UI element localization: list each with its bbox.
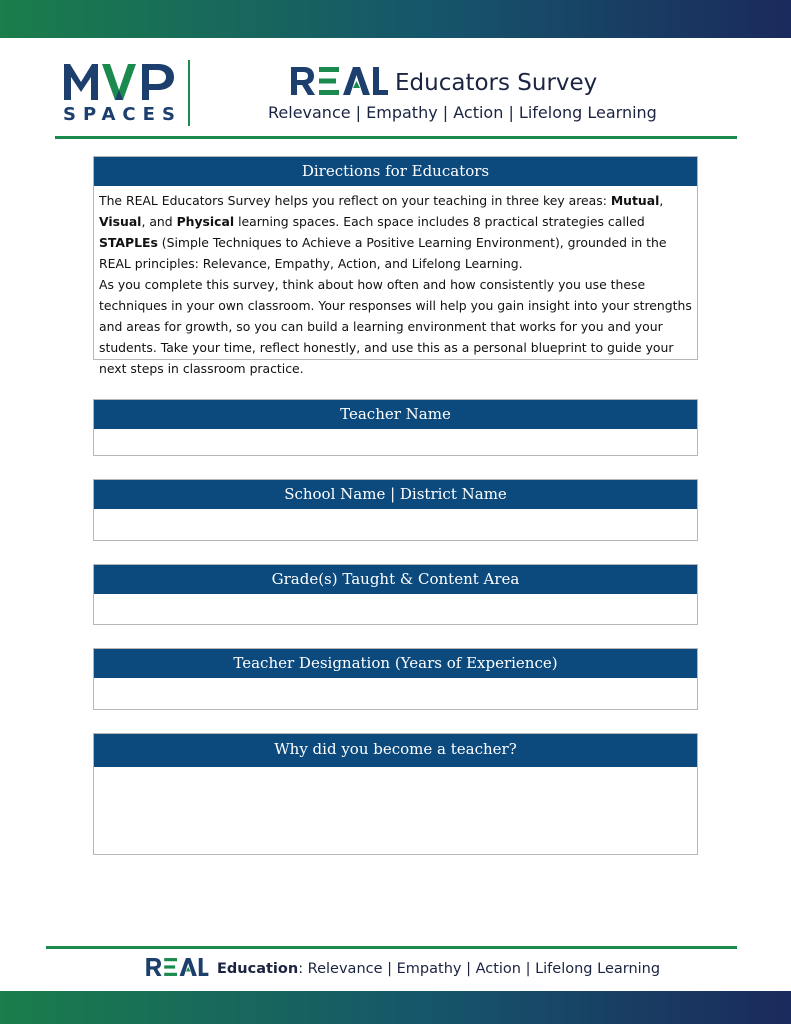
teacher-name-label: Teacher Name bbox=[94, 400, 697, 429]
real-logo bbox=[289, 64, 389, 98]
survey-title-text: Educators Survey bbox=[395, 70, 598, 96]
footer-real-logo bbox=[145, 956, 209, 978]
teacher-name-box bbox=[93, 399, 698, 456]
designation-box bbox=[93, 648, 698, 710]
header-divider bbox=[188, 60, 190, 126]
footer bbox=[145, 956, 661, 982]
grades-content-field[interactable] bbox=[94, 594, 697, 624]
directions-text bbox=[94, 186, 697, 383]
mvp-logo-mark bbox=[62, 60, 180, 104]
footer-rule bbox=[46, 946, 737, 949]
header-rule bbox=[55, 136, 737, 139]
directions-header: Directions for Educators bbox=[94, 157, 697, 186]
designation-field[interactable] bbox=[94, 678, 697, 709]
grades-content-box bbox=[93, 564, 698, 625]
top-gradient-band bbox=[0, 0, 791, 38]
bottom-gradient-band bbox=[0, 991, 791, 1024]
why-teacher-label: Why did you become a teacher? bbox=[94, 734, 697, 767]
why-teacher-box bbox=[93, 733, 698, 855]
directions-paragraph-2: As you complete this survey, think about how often and how consistently you use these techniques in your own classroom. Your responses will help you gain insight into your strengths and areas for growth, so you can build a learning environment that works for you and your students. Take your time, reflect honestly, and use this as a personal blueprint to guide your next steps in classroom practice. bbox=[99, 277, 692, 376]
school-district-field[interactable] bbox=[94, 509, 697, 540]
school-district-label: School Name | District Name bbox=[94, 480, 697, 509]
header-tagline: Relevance | Empathy | Action | Lifelong Learning bbox=[268, 103, 657, 122]
school-district-box bbox=[93, 479, 698, 541]
footer-tagline: Education: Relevance | Empathy | Action | Lifelong Learning bbox=[217, 961, 661, 977]
teacher-name-field[interactable] bbox=[94, 429, 697, 455]
directions-paragraph-1: The REAL Educators Survey helps you reflect on your teaching in three key areas: Mutual, Visual, and Physical learning spaces. Each space includes 8 practical strategies called STAPLEs (Simple Techniques to Achieve a Positive Learning Environment), grounded in the REAL principles: Relevance, Empathy, Action, and Lifelong Learning. bbox=[99, 193, 667, 271]
grades-content-label: Grade(s) Taught & Content Area bbox=[94, 565, 697, 594]
why-teacher-field[interactable] bbox=[94, 767, 697, 854]
spaces-wordmark: SPACES bbox=[63, 104, 182, 125]
directions-box bbox=[93, 156, 698, 376]
designation-label: Teacher Designation (Years of Experience) bbox=[94, 649, 697, 678]
